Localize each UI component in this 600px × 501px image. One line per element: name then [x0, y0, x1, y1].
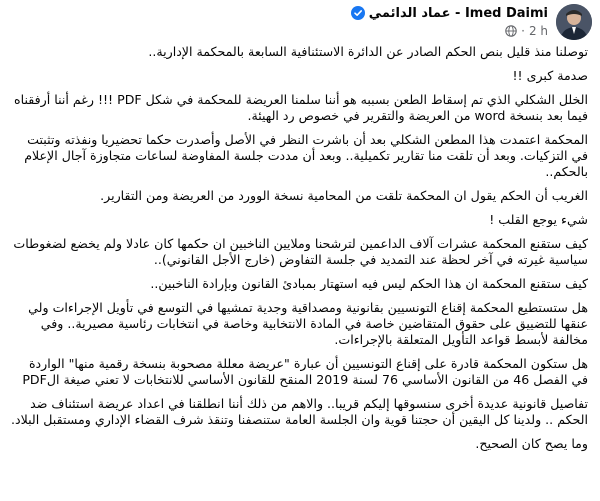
post-header: [0, 0, 600, 44]
avatar[interactable]: [556, 4, 592, 40]
post-paragraph: توصلنا منذ قليل بنص الحكم الصادر عن الدائرة الاستئنافية السابعة بالمحكمة الإدارية..: [148, 44, 588, 59]
post-paragraph: الغريب أن الحكم يقول ان المحكمة تلقت من المحامية نسخة الوورد من العريضة ومن التقارير.: [100, 188, 588, 203]
post-body: [0, 44, 600, 501]
globe-icon[interactable]: [505, 25, 517, 37]
post-paragraph: كيف ستقنع المحكمة ان هذا الحكم ليس فيه استهتار بمبادئ القانون وبإرادة الناخبين..: [150, 276, 588, 291]
post-paragraph: هل ستكون المحكمة قادرة على إقناع التونسيين أن عبارة "عريضة معللة مصحوبة بنسخة رقمية منها" الواردة في الفصل 46 من القانون الأساسي 76 لسنة 2019 المنقح للقانون الأساسي للانتخابات لا تعني صيغة الPDF: [22, 356, 588, 387]
post-time[interactable]: 2 h: [528, 24, 548, 38]
avatar-portrait-icon: [556, 4, 592, 40]
post-paragraph: الخلل الشكلي الذي تم إسقاط الطعن بسببه هو أننا سلمنا العريضة للمحكمة في شكل PDF !!! رغم أننا أرفقناه فيما بعد بنسخة word من العريضة والتقرير في خصوص رد الهيئة.: [14, 92, 588, 123]
post-meta: [505, 24, 548, 38]
post-paragraph: شيء يوجع القلب !: [489, 212, 588, 227]
post-paragraph: كيف ستقنع المحكمة عشرات آلاف الداعمين لترشحنا وملايين الناخبين ان حكمها كان عادلا ولم يخضع لضغوطات سياسية غيرته في آخر لحظة عند التمديد في جلسة التفاوض (خارج الأجل القانوني)..: [13, 236, 588, 267]
post-paragraph: وما يصح كان الصحيح.: [475, 436, 588, 451]
author-name-row: [351, 4, 548, 22]
post-paragraph: صدمة كبرى !!: [512, 68, 588, 83]
post-paragraph: هل ستستطيع المحكمة إقناع التونسيين بقانونية ومصداقية وجدية تمشيها في التوسع في تأويل الإجراءات ولي عنقها للتضييق على حقوق المتقاضين خاصة في المادة الانتخابية وخاصة في انتخابات رئاسية مصيرية.. وفي مخالفة لأبسط قواعد التأويل المتعلقة بالإجراءات.: [28, 300, 588, 347]
separator-dot: ·: [521, 24, 525, 38]
post-paragraph: تفاصيل قانونية عديدة أخرى سنسوقها إليكم قريبا.. والاهم من ذلك أننا انطلقنا في اعداد عريضة استئناف ضد الحكم .. ولدينا كل اليقين أن حجتنا قوية وان الجلسة العامة ستنصفنا وتنقذ شرف القضاء الإداري ومستقبل البلاد.: [11, 396, 588, 427]
post-paragraph: المحكمة اعتمدت هذا المطعن الشكلي بعد أن باشرت النظر في الأصل وأصدرت حكما تحضيريا ونفذته وتثبتت في التزكيات. وبعد أن تلقت منا تقارير تكميلية.. وبعد أن مددت جلسة المفاوضة لساعات متجاوزة آجال الإعلام بالحكم..: [24, 132, 588, 179]
verified-badge-icon: [351, 6, 365, 20]
author-name[interactable]: عماد الدائمي - Imed Daimi: [368, 5, 548, 21]
